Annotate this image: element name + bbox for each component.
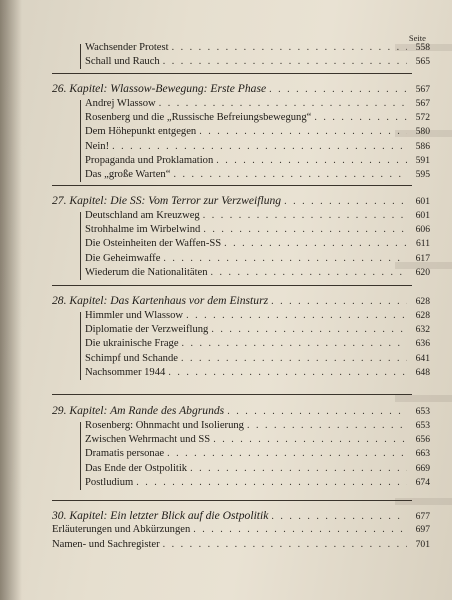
chapter-heading-page-number: 628 bbox=[415, 296, 430, 307]
dot-leader bbox=[247, 420, 407, 431]
toc-entry bbox=[85, 224, 430, 238]
toc-entry-title: Die ukrainische Frage bbox=[85, 338, 179, 350]
chapter-heading-title: 29. Kapitel: Am Rande des Abgrunds bbox=[52, 404, 225, 417]
toc-entry-title: Himmler und Wlassow bbox=[85, 310, 184, 321]
dot-leader bbox=[173, 169, 407, 180]
chapter-heading bbox=[52, 509, 430, 524]
toc-entry-title: Das „große Warten“ bbox=[85, 169, 171, 180]
toc-entry bbox=[85, 42, 430, 56]
toc-entry-title: Andrej Wlassow bbox=[85, 98, 156, 109]
toc-entry bbox=[85, 155, 430, 169]
toc-entry bbox=[85, 210, 430, 224]
chapter-heading bbox=[52, 82, 430, 97]
dot-leader bbox=[193, 524, 407, 535]
toc-entry bbox=[85, 367, 430, 381]
section-divider bbox=[52, 185, 412, 186]
toc-entry-page-number: 620 bbox=[415, 266, 430, 278]
toc-entry-page-number: 656 bbox=[415, 434, 430, 446]
toc-entry-title: Dem Höhepunkt entgegen bbox=[85, 126, 197, 138]
dot-leader bbox=[271, 511, 407, 522]
toc-entry-page-number: 558 bbox=[415, 42, 430, 53]
toc-entry-page-number: 641 bbox=[415, 352, 430, 364]
entry-bracket-line bbox=[80, 422, 81, 490]
dot-leader bbox=[168, 367, 407, 378]
toc-entry bbox=[85, 253, 430, 267]
toc-entry bbox=[85, 477, 430, 491]
toc-entry bbox=[85, 126, 430, 140]
dot-leader bbox=[186, 310, 407, 321]
toc-entry bbox=[85, 98, 430, 112]
toc-entry-page-number: 565 bbox=[415, 56, 430, 68]
toc-entry-title: Die Geheimwaffe bbox=[85, 252, 161, 264]
toc-entry-page-number: 617 bbox=[415, 252, 430, 264]
toc-entry-page-number: 580 bbox=[415, 126, 430, 138]
toc-entry-title: Zwischen Wehrmacht und SS bbox=[85, 434, 211, 446]
entry-bracket-line bbox=[80, 100, 81, 182]
toc-entry bbox=[85, 267, 430, 281]
dot-leader bbox=[136, 477, 407, 488]
toc-entry bbox=[85, 463, 430, 477]
back-matter-entry bbox=[52, 539, 430, 553]
toc-entry-title: Schall und Rauch bbox=[85, 56, 160, 68]
toc-entry-title: Propaganda und Proklamation bbox=[85, 154, 214, 166]
dot-leader bbox=[203, 210, 407, 221]
toc-entry-page-number: 669 bbox=[415, 462, 430, 474]
toc-entry bbox=[85, 434, 430, 448]
chapter-heading-title: 28. Kapitel: Das Kartenhaus vor dem Einsturz bbox=[52, 294, 269, 307]
toc-entry-title: Schimpf und Schande bbox=[85, 352, 178, 364]
toc-entry-page-number: 611 bbox=[415, 238, 430, 250]
section-divider bbox=[52, 285, 412, 286]
page-column-label: Seite bbox=[408, 33, 426, 43]
entry-bracket-line bbox=[80, 44, 81, 69]
toc-entry-page-number: 653 bbox=[415, 420, 430, 431]
toc-entry-title: Wiederum die Nationalitäten bbox=[85, 266, 208, 278]
back-matter-entry-title: Namen- und Sachregister bbox=[52, 539, 160, 550]
back-matter-entry-page-number: 697 bbox=[415, 524, 430, 535]
dot-leader bbox=[203, 224, 407, 235]
dot-leader bbox=[159, 98, 407, 109]
toc-entry bbox=[85, 324, 430, 338]
toc-entry bbox=[85, 56, 430, 70]
section-divider bbox=[52, 73, 412, 74]
toc-entry-title: Nein! bbox=[85, 140, 110, 152]
dot-leader bbox=[199, 126, 407, 137]
toc-entry-page-number: 601 bbox=[415, 210, 430, 221]
toc-entry bbox=[85, 338, 430, 352]
chapter-heading bbox=[52, 194, 430, 209]
back-matter-entry bbox=[52, 524, 430, 538]
dot-leader bbox=[172, 42, 407, 53]
toc-entry-page-number: 606 bbox=[415, 224, 430, 236]
toc-entry-title: Dramatis personae bbox=[85, 448, 165, 460]
dot-leader bbox=[163, 56, 407, 67]
dot-leader bbox=[271, 296, 407, 307]
toc-entry-title: Deutschland am Kreuzweg bbox=[85, 210, 200, 221]
dot-leader bbox=[314, 112, 407, 123]
chapter-heading bbox=[52, 404, 430, 419]
dot-leader bbox=[163, 253, 407, 264]
toc-entry bbox=[85, 420, 430, 434]
dot-leader bbox=[112, 141, 407, 152]
toc-entry-title: Das Ende der Ostpolitik bbox=[85, 462, 188, 474]
toc-entry bbox=[85, 448, 430, 462]
toc-entry-title: Strohhalme im Wirbelwind bbox=[85, 224, 201, 236]
toc-entry bbox=[85, 310, 430, 324]
toc-entry-page-number: 628 bbox=[415, 310, 430, 321]
toc-entry-title: Diplomatie der Verzweiflung bbox=[85, 324, 209, 336]
chapter-heading-title: 27. Kapitel: Die SS: Vom Terror zur Verzweiflung bbox=[52, 194, 282, 207]
dot-leader bbox=[167, 448, 407, 459]
chapter-heading-title: 26. Kapitel: Wlassow-Bewegung: Erste Phase bbox=[52, 82, 267, 95]
toc-entry-page-number: 663 bbox=[415, 448, 430, 460]
toc-entry-page-number: 674 bbox=[415, 476, 430, 488]
toc-entry bbox=[85, 353, 430, 367]
toc-entry-title: Rosenberg: Ohnmacht und Isolierung bbox=[85, 420, 244, 431]
dot-leader bbox=[211, 324, 407, 335]
entry-bracket-line bbox=[80, 212, 81, 280]
dot-leader bbox=[190, 463, 407, 474]
dot-leader bbox=[181, 353, 407, 364]
dot-leader bbox=[211, 267, 407, 278]
chapter-heading bbox=[52, 294, 430, 309]
toc-entry-page-number: 591 bbox=[415, 154, 430, 166]
dot-leader bbox=[224, 238, 407, 249]
chapter-heading-page-number: 567 bbox=[415, 84, 430, 95]
chapter-heading-title: 30. Kapitel: Ein letzter Blick auf die Ostpolitik bbox=[52, 509, 269, 522]
dot-leader bbox=[269, 84, 407, 95]
toc-entry-page-number: 632 bbox=[415, 324, 430, 336]
dot-leader bbox=[227, 406, 407, 417]
dot-leader bbox=[213, 434, 407, 445]
toc-entry-page-number: 567 bbox=[415, 98, 430, 109]
chapter-heading-page-number: 677 bbox=[415, 511, 430, 522]
toc-entry-title: Rosenberg und die „Russische Befreiungsbewegung“ bbox=[85, 112, 312, 124]
toc-entry-page-number: 586 bbox=[415, 140, 430, 152]
dot-leader bbox=[216, 155, 407, 166]
section-divider bbox=[52, 500, 412, 501]
entry-bracket-line bbox=[80, 312, 81, 380]
dot-leader bbox=[284, 196, 407, 207]
toc-entry-page-number: 636 bbox=[415, 338, 430, 350]
section-divider bbox=[52, 394, 412, 395]
toc-entry bbox=[85, 141, 430, 155]
toc-entry-title: Nachsommer 1944 bbox=[85, 366, 166, 378]
chapter-heading-page-number: 653 bbox=[415, 406, 430, 417]
back-matter-entry-title: Erläuterungen und Abkürzungen bbox=[52, 524, 191, 535]
toc-entry bbox=[85, 238, 430, 252]
toc-entry-title: Wachsender Protest bbox=[85, 42, 169, 53]
dot-leader bbox=[182, 338, 407, 349]
toc-entry bbox=[85, 112, 430, 126]
toc-entry-page-number: 648 bbox=[415, 366, 430, 378]
toc-entry-page-number: 572 bbox=[415, 112, 430, 124]
back-matter-entry-page-number: 701 bbox=[415, 539, 430, 550]
toc-entry-title: Die Osteinheiten der Waffen-SS bbox=[85, 238, 222, 250]
toc-entry bbox=[85, 169, 430, 183]
chapter-heading-page-number: 601 bbox=[415, 196, 430, 207]
dot-leader bbox=[163, 539, 407, 550]
toc-entry-page-number: 595 bbox=[415, 169, 430, 180]
toc-entry-title: Postludium bbox=[85, 476, 134, 488]
